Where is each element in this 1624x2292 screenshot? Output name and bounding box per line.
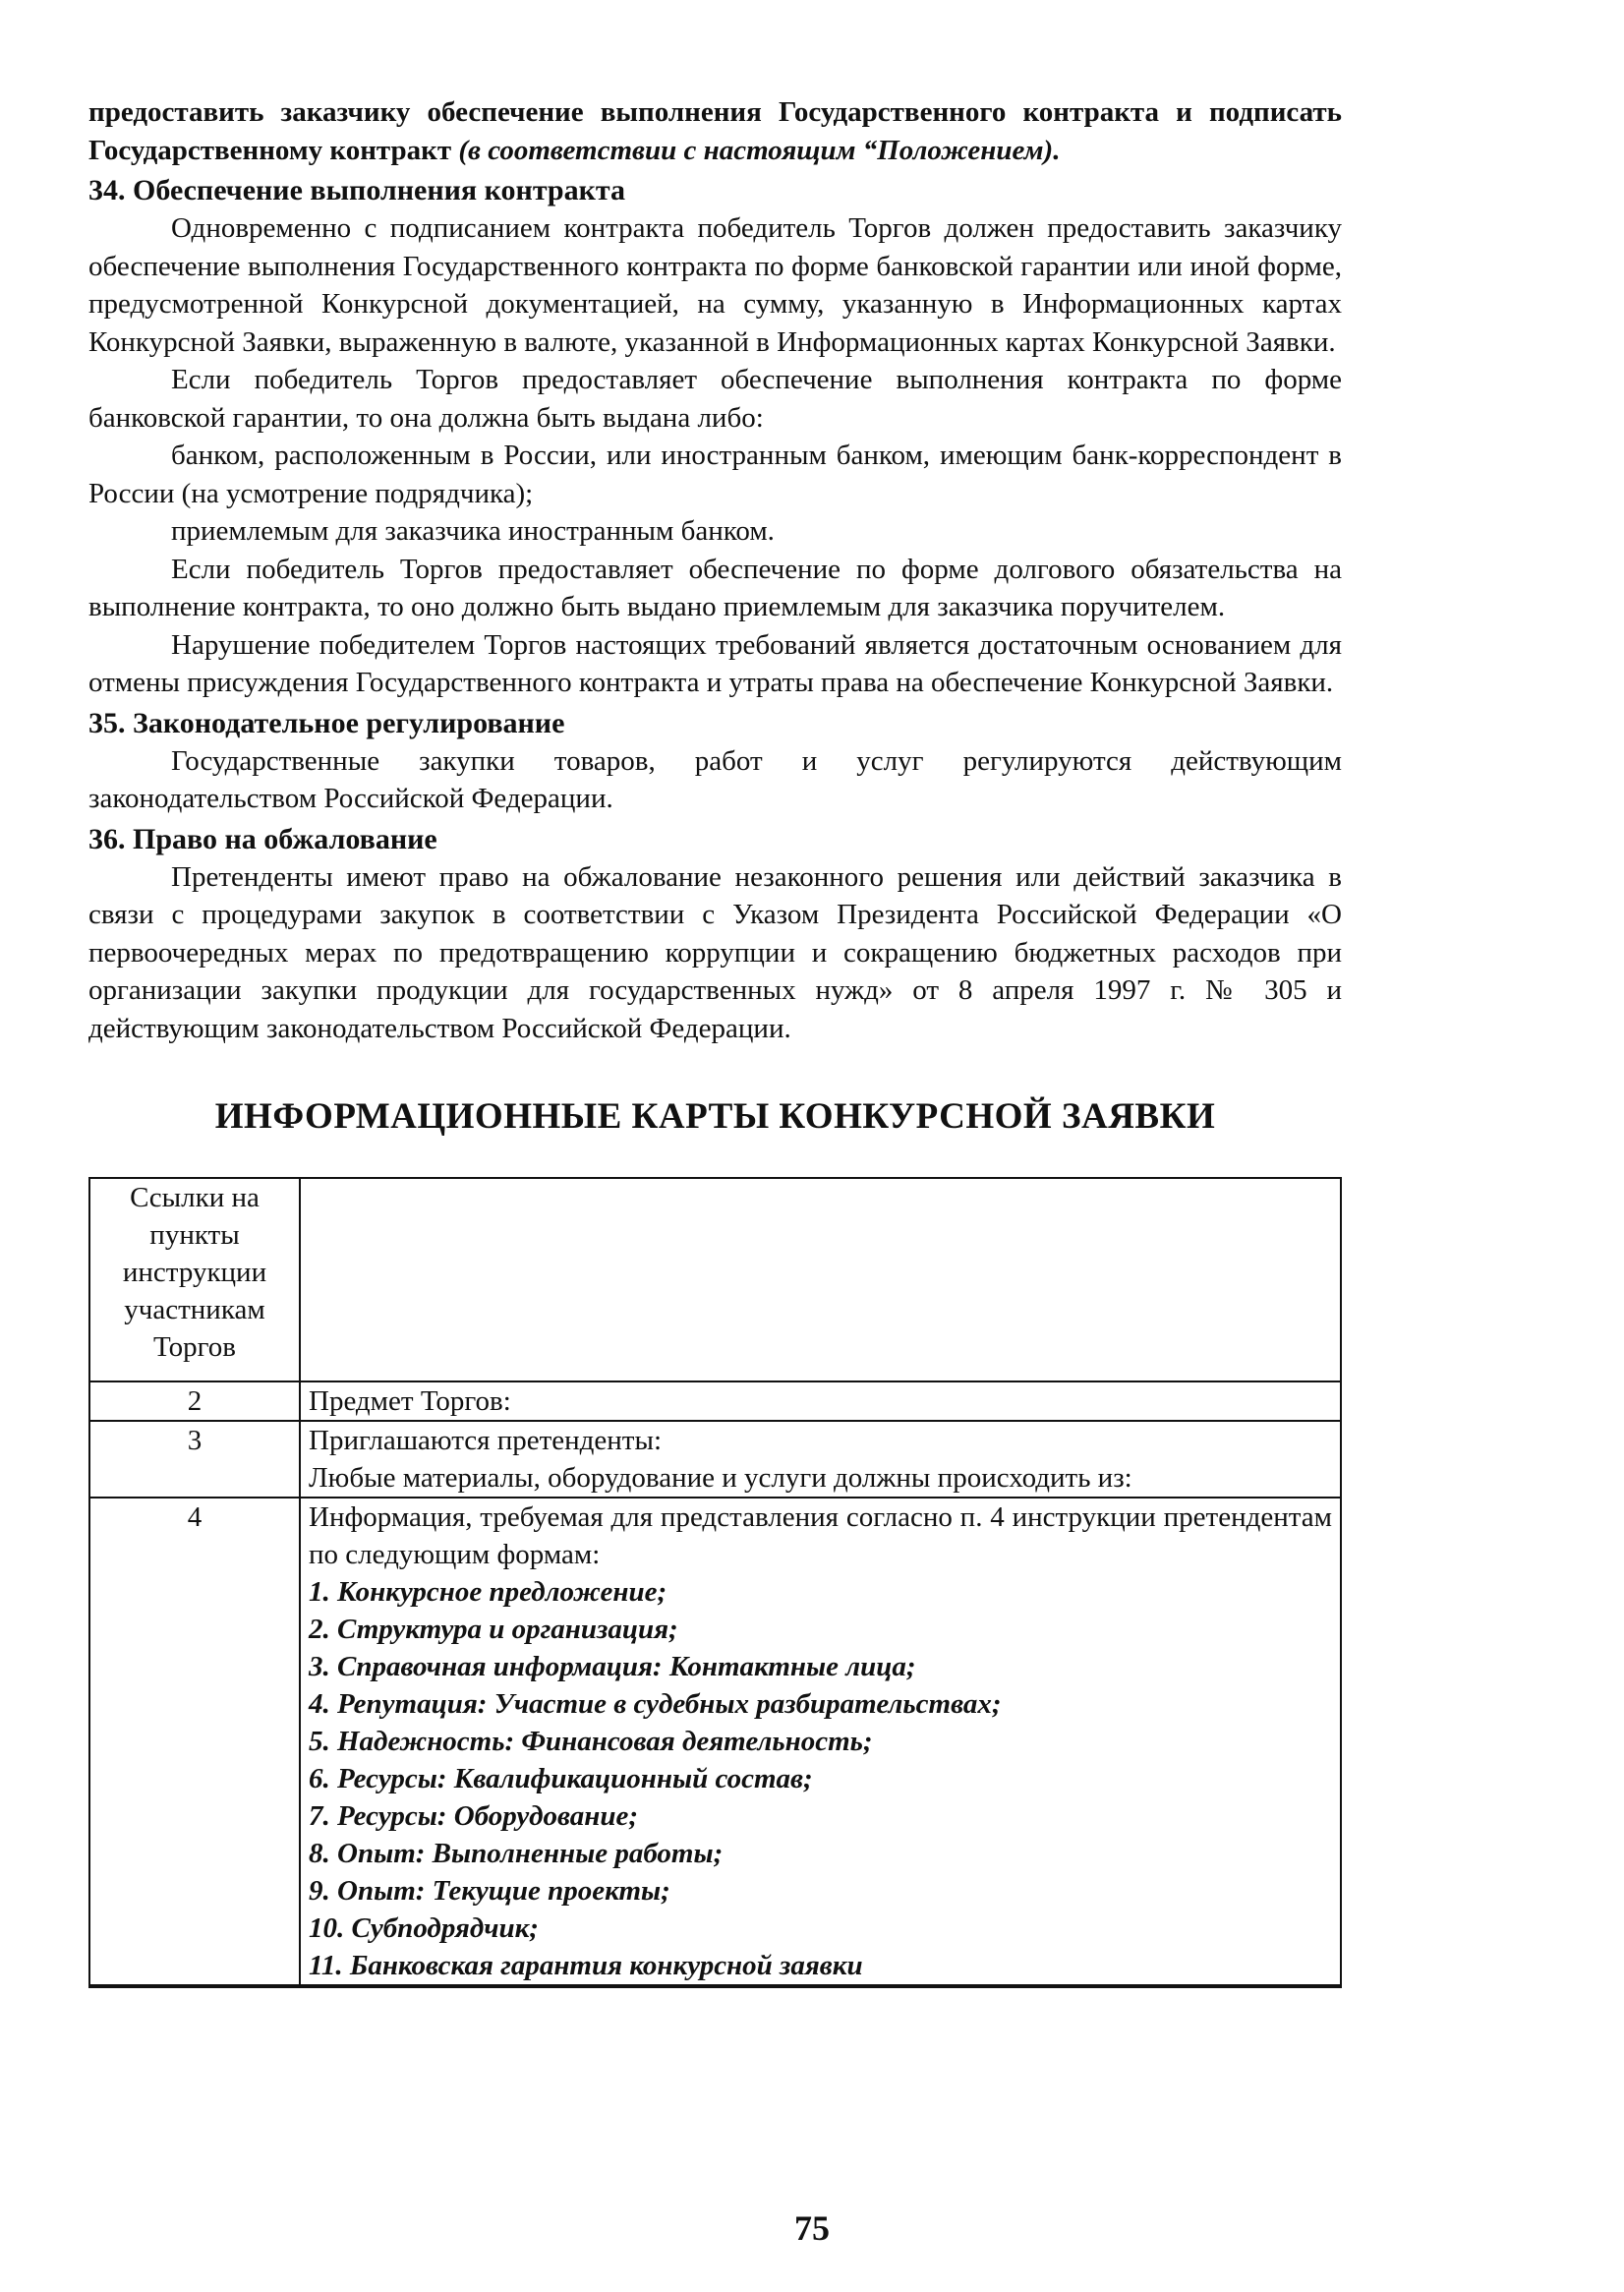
section-34-paragraph-1: Одновременно с подписанием контракта победитель Торгов должен предоставить заказчику обеспечение выполнения Государственного контракта по форме банковской гарантии или иной форме, предусмотренной Конкурсной документацией, на сумму, указанную в Информационных картах Конкурсной Заявки, выраженную в валюте, указанной в Информационных картах Конкурсной Заявки. [88,212,1342,358]
form-list-item: 1. Конкурсное предложение; [309,1576,667,1608]
form-list-item: 11. Банковская гарантия конкурсной заявки [309,1950,863,1981]
row-ref-cell: 4 [89,1498,300,1986]
row-text-line: Любые материалы, оборудование и услуги должны происходить из: [309,1462,1132,1494]
table-row [89,1381,1341,1421]
form-list-item: 4. Репутация: Участие в судебных разбирательствах; [309,1688,1002,1720]
intro-text: предоставить заказчику обеспечение выполнения Государственного контракта и подписать Государственному контракт [88,96,1342,166]
table-header-row [89,1178,1341,1381]
row-text-cell: Предмет Торгов: [300,1381,1341,1421]
row-ref-cell: 3 [89,1421,300,1498]
form-list-item: 9. Опыт: Текущие проекты; [309,1875,670,1907]
document-page [88,93,1342,1988]
intro-italic-text: (в соответствии с настоящим “Положением). [458,134,1061,166]
row-text-line: Приглашаются претенденты: [309,1425,663,1456]
section-36-paragraph-1: Претенденты имеют право на обжалование незаконного решения или действий заказчика в связи с процедурами закупок в соответствии с Указом Президента Российской Федерации «О первоочередных мерах по предотвращению коррупции и сокращению бюджетных расходов при организации закупки продукции для государственных нужд» от 8 апреля 1997 г. № 305 и действующим законодательством Российской Федерации. [88,860,1342,1044]
section-35-title: 35. Законодательное регулирование [88,706,565,739]
form-list-item: 8. Опыт: Выполненные работы; [309,1838,724,1869]
page-number: 75 [794,2208,830,2248]
form-list-item: 6. Ресурсы: Квалификационный состав; [309,1763,813,1794]
section-35-paragraph-1: Государственные закупки товаров, работ и услуг регулируются действующим законодательством Российской Федерации. [88,744,1342,814]
row-text-cell [300,1421,1341,1498]
header-empty-cell [300,1178,1341,1381]
header-ref-cell: Ссылки на пункты инструкции участникам Торгов [89,1178,300,1381]
section-36-title: 36. Право на обжалование [88,822,437,855]
form-list-item: 7. Ресурсы: Оборудование; [309,1800,639,1832]
section-34-title: 34. Обеспечение выполнения контракта [88,174,626,206]
form-list-item: 10. Субподрядчик; [309,1912,539,1944]
table-row [89,1421,1341,1498]
section-34-paragraph-4: приемлемым для заказчика иностранным банком. [171,515,775,547]
section-34-paragraph-3: банком, расположенным в России, или иностранным банком, имеющим банк-корреспондент в России (на усмотрение подрядчика); [88,440,1342,509]
section-34-paragraph-6: Нарушение победителем Торгов настоящих требований является достаточным основанием для отмены присуждения Государственного контракта и утраты права на обеспечение Конкурсной Заявки. [88,628,1342,698]
form-list-item: 3. Справочная информация: Контактные лица; [309,1651,916,1682]
section-34-paragraph-5: Если победитель Торгов предоставляет обеспечение по форме долгового обязательства на выполнение контракта, то оно должно быть выдано приемлемым для заказчика поручителем. [88,553,1342,622]
intro-paragraph [88,93,1342,169]
section-34-paragraph-2: Если победитель Торгов предоставляет обеспечение выполнения контракта по форме банковской гарантии, то она должна быть выдана либо: [88,364,1342,434]
table-row [89,1498,1341,1986]
info-cards-heading: ИНФОРМАЦИОННЫЕ КАРТЫ КОНКУРСНОЙ ЗАЯВКИ [214,1096,1216,1137]
row-ref-cell: 2 [89,1381,300,1421]
form-list-item: 2. Структура и организация; [309,1614,678,1645]
info-cards-table [88,1177,1342,1988]
form-list-item: 5. Надежность: Финансовая деятельность; [309,1726,873,1757]
row-text-cell [300,1498,1341,1986]
row-text-line: Информация, требуемая для представления согласно п. 4 инструкции претендентам по следующим формам: [309,1501,1332,1570]
